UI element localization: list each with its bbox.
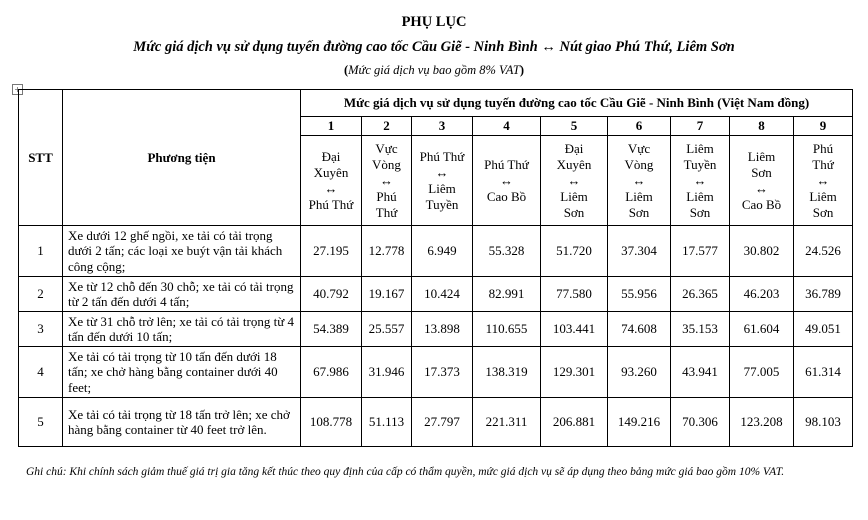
price-cell: 61.604	[730, 312, 794, 347]
price-cell: 26.365	[671, 277, 730, 312]
route-line: ↔	[567, 172, 581, 188]
price-cell: 129.301	[541, 347, 608, 398]
route-line: ↔	[693, 172, 707, 188]
route-line: Vực	[627, 140, 651, 156]
price-cell: 46.203	[730, 277, 794, 312]
column-number-2: 2	[362, 117, 412, 136]
price-cell: 36.789	[794, 277, 853, 312]
price-cell: 35.153	[671, 312, 730, 347]
route-line: Phú Thứ	[308, 196, 354, 212]
price-cell: 27.195	[301, 226, 362, 277]
price-cell: 103.441	[541, 312, 608, 347]
price-cell: 55.328	[473, 226, 541, 277]
vehicle-cell: Xe dưới 12 ghế ngồi, xe tải có tải trọng dưới 2 tấn; các loại xe buýt vận tải khách công cộng;	[63, 226, 301, 277]
stt-cell: 5	[19, 398, 63, 447]
price-cell: 49.051	[794, 312, 853, 347]
price-cell: 40.792	[301, 277, 362, 312]
column-number-8: 8	[730, 117, 794, 136]
route-line: ↔	[816, 172, 830, 188]
table-row	[19, 312, 853, 347]
route-line: ↔	[632, 172, 646, 188]
price-cell: 17.373	[412, 347, 473, 398]
price-cell: 123.208	[730, 398, 794, 447]
price-table	[18, 89, 853, 447]
page-subtitle: Mức giá dịch vụ sử dụng tuyến đường cao tốc Cầu Giẽ - Ninh Bình ↔ Nút giao Phú Thứ, Liêm Sơn	[133, 39, 735, 55]
column-number-1: 1	[301, 117, 362, 136]
route-line: Tuyền	[425, 196, 459, 212]
route-line: Xuyên	[556, 156, 592, 172]
column-number-4: 4	[473, 117, 541, 136]
price-cell: 43.941	[671, 347, 730, 398]
column-number-6: 6	[608, 117, 671, 136]
route-line: Cao Bồ	[741, 196, 782, 212]
column-number-5: 5	[541, 117, 608, 136]
vehicle-cell: Xe từ 31 chỗ trở lên; xe tải có tải trọng từ 4 tấn đến dưới 10 tấn;	[63, 312, 301, 347]
route-header-2	[362, 136, 412, 226]
vat-note-open: (	[343, 63, 349, 77]
price-cell: 74.608	[608, 312, 671, 347]
route-line: Sơn	[812, 204, 834, 220]
stt-cell: 4	[19, 347, 63, 398]
route-line: Phú Thứ	[419, 148, 465, 164]
column-number-7: 7	[671, 117, 730, 136]
price-cell: 12.778	[362, 226, 412, 277]
route-header-5	[541, 136, 608, 226]
price-cell: 110.655	[473, 312, 541, 347]
price-cell: 70.306	[671, 398, 730, 447]
table-row	[19, 347, 853, 398]
route-line: Liêm	[625, 188, 653, 204]
price-cell: 149.216	[608, 398, 671, 447]
price-cell: 93.260	[608, 347, 671, 398]
vat-note	[0, 63, 868, 78]
route-line: Sơn	[628, 204, 650, 220]
route-line: Phú	[376, 188, 397, 204]
vehicle-header: Phương tiện	[63, 90, 301, 226]
price-cell: 6.949	[412, 226, 473, 277]
vat-note-text: Mức giá dịch vụ bao gồm 8% VAT	[348, 63, 520, 77]
route-header-1	[301, 136, 362, 226]
table-row	[19, 277, 853, 312]
route-line: ↔	[500, 172, 513, 188]
route-line: Vực	[375, 140, 398, 156]
price-cell: 24.526	[794, 226, 853, 277]
route-line: ↔	[380, 172, 393, 188]
price-cell: 77.580	[541, 277, 608, 312]
route-header-7	[671, 136, 730, 226]
price-cell: 13.898	[412, 312, 473, 347]
stt-cell: 2	[19, 277, 63, 312]
price-cell: 37.304	[608, 226, 671, 277]
price-cell: 108.778	[301, 398, 362, 447]
vehicle-cell: Xe từ 12 chỗ đến 30 chỗ; xe tải có tải trọng từ 2 tấn đến dưới 4 tấn;	[63, 277, 301, 312]
price-cell: 10.424	[412, 277, 473, 312]
price-cell: 67.986	[301, 347, 362, 398]
price-cell: 55.956	[608, 277, 671, 312]
vehicle-cell: Xe tải có tải trọng từ 10 tấn đến dưới 18 tấn; xe chở hàng bằng container dưới 40 feet;	[63, 347, 301, 398]
route-line: Sơn	[563, 204, 585, 220]
route-line: Vòng	[372, 156, 401, 172]
route-line: Phú Thứ	[484, 156, 529, 172]
price-cell: 206.881	[541, 398, 608, 447]
stt-cell: 1	[19, 226, 63, 277]
route-line: Tuyền	[683, 156, 717, 172]
route-header-8	[730, 136, 794, 226]
footnote: Ghi chú: Khi chính sách giảm thuế giá trị gia tăng kết thúc theo quy định của cấp có thẩm quyền, mức giá dịch vụ sẽ áp dụng theo bảng mức giá bao gồm 10% VAT.	[26, 466, 785, 478]
price-cell: 51.113	[362, 398, 412, 447]
stt-cell: 3	[19, 312, 63, 347]
route-line: ↔	[435, 164, 449, 180]
price-cell: 30.802	[730, 226, 794, 277]
price-cell: 27.797	[412, 398, 473, 447]
column-number-9: 9	[794, 117, 853, 136]
route-line: Thứ	[812, 156, 834, 172]
price-cell: 17.577	[671, 226, 730, 277]
price-cell: 54.389	[301, 312, 362, 347]
price-cell: 61.314	[794, 347, 853, 398]
price-cell: 25.557	[362, 312, 412, 347]
route-line: Liêm	[686, 140, 714, 156]
route-line: Cao Bồ	[486, 188, 527, 204]
price-cell: 221.311	[473, 398, 541, 447]
route-line: ↔	[324, 180, 338, 196]
route-line: Liêm	[809, 188, 837, 204]
route-line: Liêm	[747, 148, 776, 164]
route-header-9	[794, 136, 853, 226]
route-header-4	[473, 136, 541, 226]
route-line: Liêm	[428, 180, 456, 196]
route-line: ↔	[755, 180, 768, 196]
price-cell: 31.946	[362, 347, 412, 398]
stt-header: STT	[19, 90, 63, 226]
route-header-3	[412, 136, 473, 226]
column-number-3: 3	[412, 117, 473, 136]
table-row	[19, 398, 853, 447]
table-move-handle-icon[interactable]: +	[12, 84, 23, 95]
price-cell: 138.319	[473, 347, 541, 398]
page-title: PHỤ LỤC	[401, 14, 467, 30]
route-line: Sơn	[689, 204, 711, 220]
route-line: Đại	[564, 140, 584, 156]
route-line: Phú	[812, 140, 834, 156]
price-cell: 98.103	[794, 398, 853, 447]
route-line: Đại	[321, 148, 341, 164]
route-line: Thứ	[375, 204, 398, 220]
table-row	[19, 226, 853, 277]
route-line: Liêm	[686, 188, 714, 204]
route-line: Sơn	[751, 164, 772, 180]
vat-note-close: )	[519, 63, 525, 77]
vehicle-cell: Xe tải có tải trọng từ 18 tấn trở lên; xe chở hàng bằng container từ 40 feet trở lên.	[63, 398, 301, 447]
price-cell: 82.991	[473, 277, 541, 312]
price-group-header: Mức giá dịch vụ sử dụng tuyến đường cao tốc Cầu Giẽ - Ninh Bình (Việt Nam đồng)	[301, 90, 853, 117]
route-line: Liêm	[560, 188, 588, 204]
price-cell: 77.005	[730, 347, 794, 398]
price-cell: 19.167	[362, 277, 412, 312]
price-cell: 51.720	[541, 226, 608, 277]
route-line: Vòng	[624, 156, 654, 172]
route-header-6	[608, 136, 671, 226]
route-line: Xuyên	[313, 164, 349, 180]
